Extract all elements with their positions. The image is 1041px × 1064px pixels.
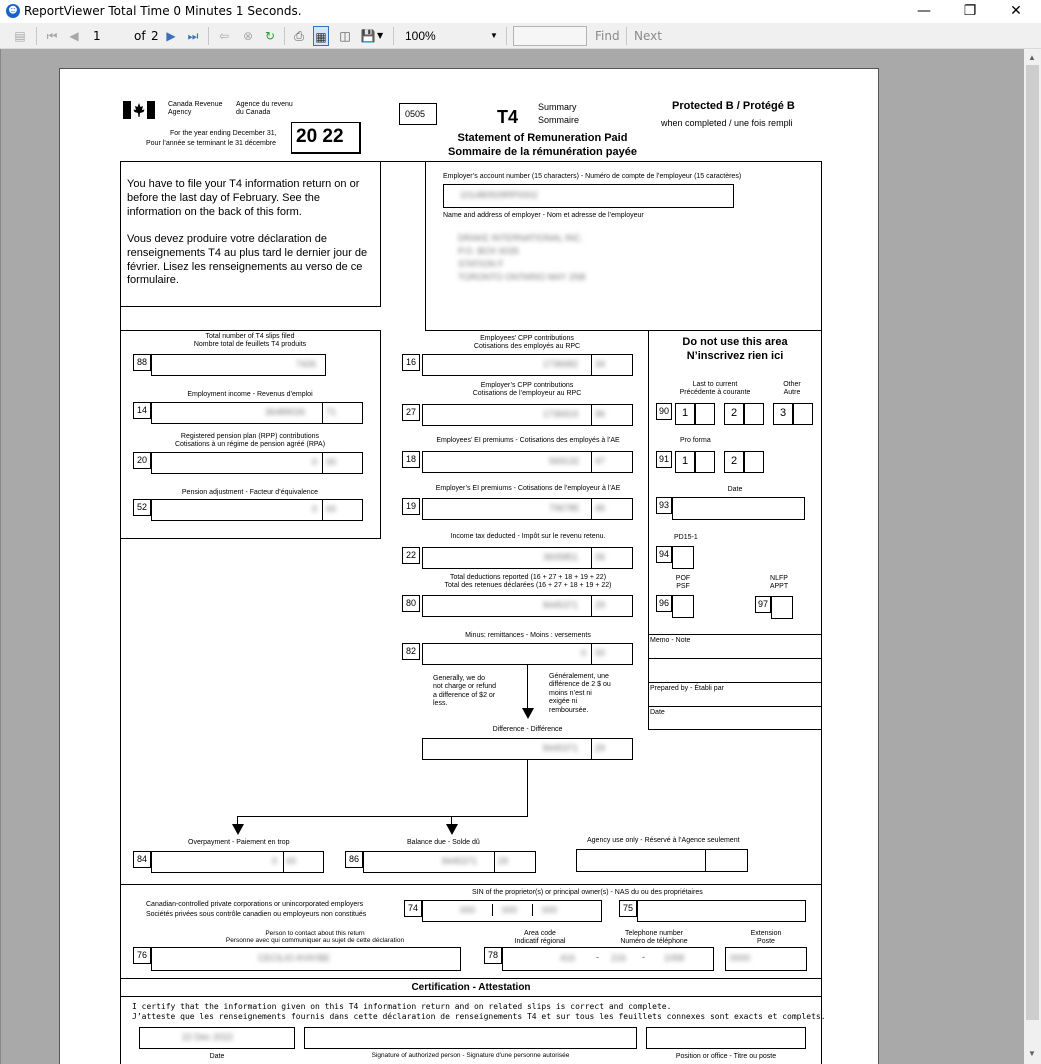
memo-label: Memo - Note (650, 637, 691, 644)
box-90-option-2-check (744, 403, 764, 425)
nlfp-label: NLFP APPT (769, 575, 789, 591)
balance-due-label: Balance due - Solde dû (407, 839, 480, 846)
box-76-number: 76 (137, 950, 148, 960)
year-label-fr: Pour l’année se terminant le 31 décembre (146, 140, 276, 147)
agency-use-label: Agency use only - Réservé à l’Agence seulement (587, 837, 740, 844)
box-91-option-2-check (744, 451, 764, 473)
employer-name-line-4: TORONTO ONTARIO M4Y 2N8 (458, 272, 586, 282)
box-91-number: 91 (659, 454, 670, 464)
arrow-line (237, 816, 528, 817)
total-deductions-label: Total deductions reported (16 + 27 + 18 + 19 + 22) Total des retenues déclarées (16 + 27 + 18 + 19 + 22) (444, 574, 612, 590)
print-layout-icon[interactable]: ▦ (313, 26, 329, 46)
box-22-number: 22 (406, 550, 417, 560)
arrow-line (527, 760, 528, 817)
cents-divider (591, 451, 592, 473)
cents-divider (591, 738, 592, 760)
box-27-number: 27 (406, 407, 417, 417)
filing-notice-en: You have to file your T4 information return on or before the last day of February. See the information on the back of this form. (127, 178, 360, 218)
agency-name-en: Canada Revenue Agency (168, 101, 223, 117)
ei-employees-value: 569132 (549, 456, 580, 466)
last-page-icon[interactable]: ⏭ (187, 29, 199, 43)
position-field (646, 1027, 806, 1049)
toolbar-separator (506, 27, 507, 45)
find-button[interactable]: Find (595, 29, 620, 43)
refresh-icon[interactable]: ↻ (264, 29, 276, 43)
export-icon[interactable]: 💾 (360, 29, 376, 43)
protected-label: Protected B / Protégé B (672, 100, 795, 112)
option-3-value: 3 (780, 407, 787, 419)
memo-divider (648, 634, 822, 635)
box-93-number: 93 (659, 500, 670, 510)
sin-separator (532, 904, 533, 916)
pro-forma-option-2: 2 (731, 455, 738, 467)
pof-field (672, 595, 694, 618)
date-field (672, 497, 805, 520)
cpp-employees-label: Employees’ CPP contributions Cotisations des employés au RPC (473, 335, 581, 351)
pension-adjustment-value: 0 (312, 504, 318, 514)
summary-en: Summary (538, 102, 577, 112)
box-90-number: 90 (659, 406, 670, 416)
toolbar-separator (626, 27, 627, 45)
date-label: Date (727, 486, 743, 493)
agency-use-divider (705, 849, 706, 872)
prepared-by-label: Prepared by - Établi par (650, 685, 724, 692)
box-75-number: 75 (623, 903, 634, 913)
generally-note-en: Generally, we do not charge or refund a difference of $2 or less. (433, 675, 497, 708)
cents-divider (494, 851, 495, 873)
window-title: ReportViewer Total Time 0 Minutes 1 Seconds. (24, 4, 302, 18)
cpp-employer-cents: 96 (595, 409, 606, 419)
cents-divider (283, 851, 284, 873)
box-14-number: 14 (137, 405, 148, 415)
box-90-option-3-check (793, 403, 813, 425)
remittances-label: Minus: remittances - Moins : versements (465, 632, 591, 639)
report-viewport[interactable] (0, 49, 1024, 1064)
signature-label: Signature of authorized person - Signature d’une personne autorisée (371, 1052, 570, 1059)
extension-label: Extension Poste (750, 930, 782, 946)
statement-title-fr: Sommaire de la rémunération payée (448, 146, 637, 158)
balance-due-value: 8445371 (442, 856, 478, 866)
section-divider (120, 884, 822, 885)
filing-notice-fr: Vous devez produire votre déclaration de renseignements T4 au plus tard le dernier jour de février. Lisez les renseignements au verso de ce formulaire. (127, 233, 368, 287)
form-code: 0505 (405, 109, 426, 119)
box-97-number: 97 (758, 599, 769, 609)
position-label: Position or office - Titre ou poste (675, 1053, 777, 1060)
certification-divider (120, 978, 822, 979)
box-88-number: 88 (137, 357, 148, 367)
do-not-use-title: Do not use this area N’inscrivez rien ici (682, 336, 788, 362)
pro-forma-option-1: 1 (682, 455, 689, 467)
box-52-number: 52 (137, 502, 148, 512)
report-viewer-icon: ☻ (6, 4, 20, 18)
cents-divider (591, 547, 592, 569)
box-91-option-1-check (695, 451, 715, 473)
rpp-value: 0 (312, 457, 318, 467)
extension-value: 0000 (730, 953, 751, 963)
sin-part-1: 000 (460, 905, 476, 915)
ei-employer-value: 796785 (549, 503, 580, 513)
cents-divider (591, 643, 592, 665)
export-dropdown-icon[interactable]: ▼ (377, 31, 384, 40)
option-2-value: 2 (731, 407, 738, 419)
account-number-value: 101480509RP0002 (460, 190, 538, 200)
sin-label: SIN of the proprietor(s) or principal owner(s) - NAS du ou des propriétaires (472, 889, 703, 896)
slips-filed-value: 7426 (296, 359, 317, 369)
employer-name-label: Name and address of employer - Nom et adresse de l’employeur (443, 212, 644, 219)
maximize-button[interactable]: ❐ (963, 3, 977, 19)
pension-adjustment-cents: 00 (326, 504, 337, 514)
phone-prefix-value: 216 (611, 953, 627, 963)
current-page-input[interactable]: 1 (93, 29, 101, 43)
back-icon[interactable]: ⇦ (218, 29, 230, 43)
document-map-icon[interactable]: ▤ (14, 29, 26, 43)
agency-use-field (576, 849, 748, 872)
remittances-value: 0 (581, 648, 587, 658)
title-bar (0, 0, 1041, 23)
certification-date-label: Date (209, 1053, 225, 1060)
arrow-line (451, 816, 452, 824)
first-page-icon[interactable]: ⏮ (46, 29, 58, 43)
page-of-label: of (134, 29, 146, 43)
overpayment-cents: 00 (286, 856, 297, 866)
phone-dash: - (596, 952, 599, 962)
employment-income-cents: 71 (326, 407, 337, 417)
box-18-number: 18 (406, 454, 417, 464)
balance-due-cents: 29 (498, 856, 509, 866)
remittances-cents: 00 (595, 648, 606, 658)
memo-line (648, 658, 822, 659)
toolbar-separator (393, 27, 394, 45)
sin-part-2: 000 (502, 905, 518, 915)
minimize-button[interactable]: — (917, 3, 931, 19)
income-tax-label: Income tax deducted - Impôt sur le revenu retenu. (450, 533, 606, 540)
nlfp-field (771, 596, 793, 619)
area-code-label: Area code Indicatif régional (514, 930, 566, 946)
difference-label: Difference - Différence (492, 726, 563, 733)
box-19-number: 19 (406, 501, 417, 511)
summary-fr: Sommaire (538, 115, 580, 125)
arrow-down-icon (522, 708, 534, 719)
agency-name-fr: Agence du revenu du Canada (236, 101, 293, 117)
pro-forma-label: Pro forma (680, 437, 711, 444)
canada-flag-icon (123, 101, 155, 119)
cents-divider (322, 452, 323, 474)
account-number-label: Employer’s account number (15 characters) - Numéro de compte de l’employeur (15 caractères) (443, 173, 742, 180)
cents-divider (322, 499, 323, 521)
next-button[interactable]: Next (634, 29, 662, 43)
ei-employees-cents: 47 (595, 456, 606, 466)
cpp-employees-cents: 34 (595, 359, 606, 369)
print-icon[interactable]: ⎙ (294, 29, 304, 43)
when-completed-label: when completed / une fois rempli (661, 118, 793, 128)
box-90-option-1-check (695, 403, 715, 425)
report-page (59, 68, 879, 1064)
contact-person-value: CECILIO AYAYBE (258, 953, 331, 963)
vertical-scrollbar[interactable] (1024, 49, 1041, 1064)
office-date-label: Date (650, 709, 665, 716)
zoom-select[interactable] (400, 27, 500, 45)
box-86-number: 86 (349, 854, 360, 864)
employer-name-line-2: P.O. BOX 6035 (458, 246, 519, 256)
pension-adjustment-label: Pension adjustment - Facteur d’équivalence (181, 489, 319, 496)
stop-icon[interactable]: ⊗ (242, 29, 254, 43)
year-label-en: For the year ending December 31, (170, 130, 277, 137)
cents-divider (591, 595, 592, 617)
ei-employer-label: Employer’s EI premiums - Cotisations de l’employeur à l’AE (435, 485, 621, 492)
arrow-down-icon (446, 824, 458, 835)
sin-field-75 (637, 900, 806, 922)
box-96-number: 96 (659, 598, 670, 608)
pd15-field (672, 546, 694, 569)
box-82-number: 82 (406, 646, 417, 656)
page-setup-icon[interactable]: ◫ (339, 29, 351, 43)
scroll-down-icon[interactable]: ▼ (1028, 1049, 1036, 1058)
employment-income-label: Employment income - Revenus d’emploi (187, 391, 313, 398)
box-94-number: 94 (659, 549, 670, 559)
form-name: T4 (497, 107, 519, 127)
cpp-employees-value: 1736682 (543, 359, 579, 369)
total-deductions-cents: 29 (595, 600, 606, 610)
certification-divider (120, 996, 822, 997)
contact-person-label: Person to contact about this return Personne avec qui communiquer au sujet de cette déclaration (225, 930, 405, 945)
previous-page-icon[interactable]: ◀ (69, 29, 79, 43)
employer-name-line-1: DRAKE INTERNATIONAL INC. (458, 233, 584, 243)
arrow-line (527, 665, 528, 709)
pd15-label: PD15-1 (674, 534, 698, 541)
certification-text-en: I certify that the information given on this T4 information return and on related slips is correct and complete. (132, 1002, 672, 1011)
cents-divider (591, 404, 592, 426)
scroll-up-icon[interactable]: ▲ (1028, 53, 1036, 62)
cents-divider (591, 498, 592, 520)
zoom-value: 100% (405, 29, 436, 43)
sin-separator (492, 904, 493, 916)
ei-employer-cents: 46 (595, 503, 606, 513)
overpayment-value: 0 (272, 856, 278, 866)
employment-income-value: 36489026 (265, 407, 306, 417)
area-code-value: 416 (560, 953, 576, 963)
income-tax-cents: 06 (595, 552, 606, 562)
certification-text-fr: J’atteste que les renseignements fournis dans cette déclaration de renseignements T4 et sur tous les feuillets connexes sont exacts et complets. (132, 1012, 826, 1021)
phone-dash: - (642, 952, 645, 962)
certification-date-value: 22 Dec 2022 (182, 1032, 234, 1042)
next-page-icon[interactable]: ▶ (166, 29, 176, 43)
phone-line-value: 1058 (664, 953, 685, 963)
signature-field (304, 1027, 637, 1049)
sin-part-3: 000 (542, 905, 558, 915)
option-1-value: 1 (682, 407, 689, 419)
toolbar-separator (208, 27, 209, 45)
box-74-number: 74 (408, 903, 419, 913)
toolbar-separator (36, 27, 37, 45)
date-divider (648, 706, 822, 707)
difference-cents: 29 (595, 743, 606, 753)
box-80-number: 80 (406, 598, 417, 608)
box-84-number: 84 (137, 854, 148, 864)
report-toolbar (0, 23, 1041, 49)
difference-value: 8445371 (543, 743, 579, 753)
overpayment-label: Overpayment - Paiement en trop (188, 839, 290, 846)
cpp-employer-label: Employer’s CPP contributions Cotisations de l’employeur au RPC (472, 382, 582, 398)
certification-title: Certification - Attestation (411, 982, 531, 993)
last-to-current-label: Last to current Précédente à courante (679, 381, 751, 397)
cents-divider (322, 402, 323, 424)
total-deductions-value: 8445371 (543, 600, 579, 610)
slips-filed-label: Total number of T4 slips filed Nombre total de feuillets T4 produits (193, 333, 307, 349)
telephone-label: Telephone number Numéro de téléphone (620, 930, 688, 946)
arrow-line (237, 816, 238, 824)
box-20-number: 20 (137, 455, 148, 465)
prepared-divider (648, 682, 822, 683)
rpp-cents: 00 (326, 457, 337, 467)
cents-divider (591, 354, 592, 376)
pof-label: POF PSF (675, 575, 691, 591)
other-label: Other Autre (783, 381, 801, 397)
page-total-label: 2 (151, 29, 159, 43)
ei-employees-label: Employees’ EI premiums - Cotisations des employés à l’AE (436, 437, 620, 444)
statement-title-en: Statement of Remuneration Paid (457, 132, 628, 144)
income-tax-value: 3605851 (543, 552, 579, 562)
scrollbar-thumb[interactable] (1026, 65, 1039, 1020)
ccpc-label-en: Canadian-controlled private corporations or unincorporated employers (146, 901, 364, 908)
ccpc-label-fr: Sociétés privées sous contrôle canadien ou employeurs non constitués (146, 911, 367, 918)
zoom-dropdown-icon: ▼ (490, 31, 498, 40)
box-78-number: 78 (488, 950, 499, 960)
find-input[interactable] (513, 26, 587, 46)
employer-name-line-3: STATION F (458, 259, 504, 269)
box-16-number: 16 (406, 357, 417, 367)
tax-year: 20 22 (296, 126, 344, 147)
cpp-employer-value: 1736919 (543, 409, 579, 419)
arrow-down-icon (232, 824, 244, 835)
generally-note-fr: Généralement, une différence de 2 $ ou moins n’est ni exigée ni remboursée. (549, 673, 611, 714)
overpayment-field (151, 851, 324, 873)
rpp-label: Registered pension plan (RPP) contributions Cotisations à un régime de pension agréé (RPA) (174, 433, 326, 449)
toolbar-separator (284, 27, 285, 45)
close-button[interactable]: ✕ (1010, 3, 1022, 19)
